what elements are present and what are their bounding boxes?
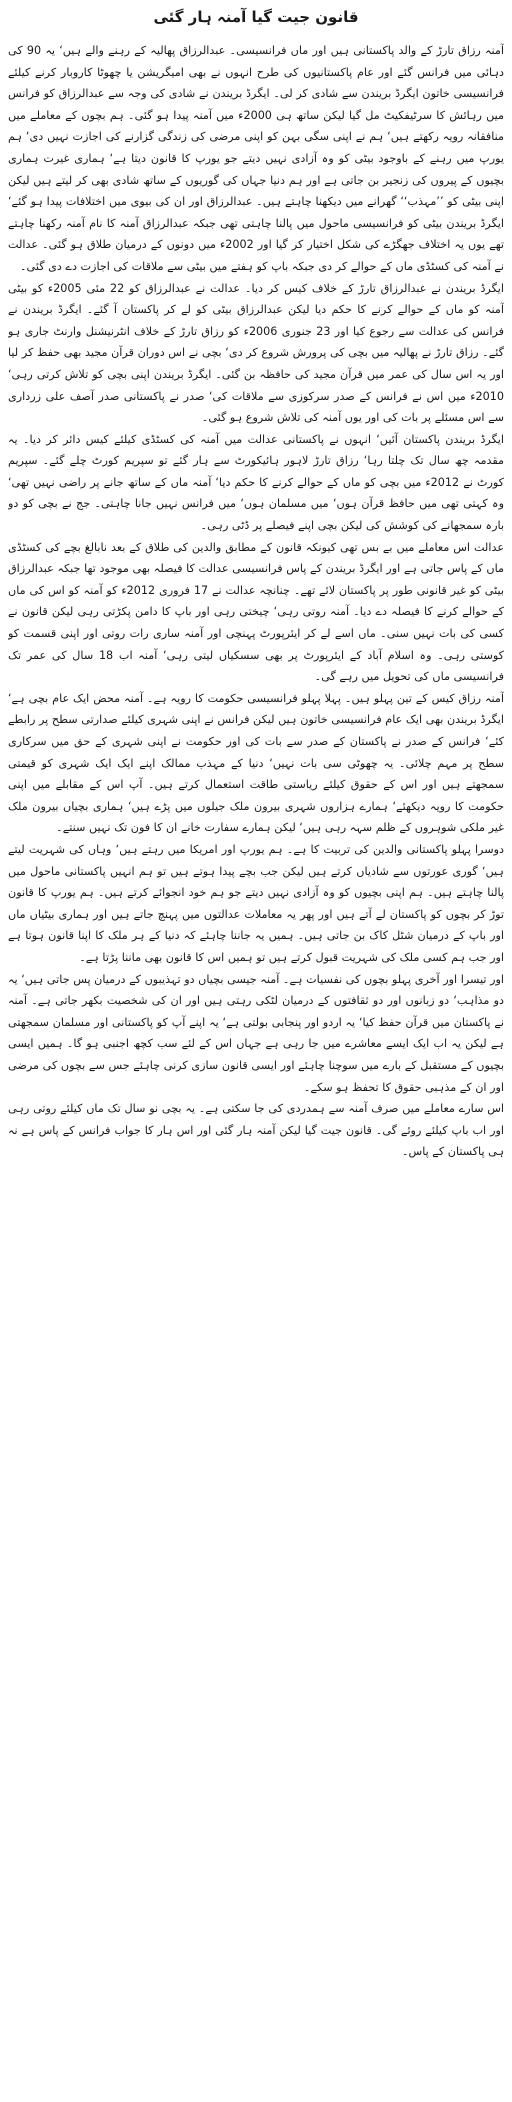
article-headline: قانون جیت گیا آمنہ ہار گئی: [153, 8, 359, 26]
article-paragraph: عدالت اس معاملے میں بے بس تھی کیونکہ قانون کے مطابق والدین کی طلاق کے بعد نابالغ بچے کی کسٹڈی ماں کے پاس جاتی ہے اور ایگرڈ بریندن کے پاس فرانسیسی عدالت کا فیصلہ بھی موجود تھا جبکہ عبدالرزاق بیٹی کو غیر قانونی طور پر پاکستان لائے تھے۔ چنانچہ عدالت نے 17 فروری 2012ء کو آمنہ کو اس کی ماں کے حوالے کرنے کا فیصلہ دے دیا۔ آمنہ روتی رہی‘ چیختی رہی اور باپ کا دامن پکڑتی رہی لیکن قانون نے کسی کی بات نہیں سنی۔ ماں اسے لے کر ایئرپورٹ پہنچی اور آمنہ ساری رات روتی اور اپنی قسمت کو کوستی رہی۔ وہ اسلام آباد کے ایئرپورٹ پر بھی سسکیاں لیتی رہی‘ آمنہ اب 18 سال کی عمر تک فرانسیسی ماں کی تحویل میں رہے گی۔: [8, 540, 504, 684]
article-body: [8, 40, 504, 2060]
article-paragraph: آمنہ رزاق کیس کے تین پہلو ہیں۔ پہلا پہلو فرانسیسی حکومت کا رویہ ہے۔ آمنہ محض ایک عام بچی ہے‘ ایگرڈ بریندن بھی ایک عام فرانسیسی خاتون ہیں لیکن فرانس نے اپنی شہری کیلئے صدارتی سطح پر رابطے کئے‘ فرانس کے صدر نے پاکستان کے صدر سے بات کی اور حکومت نے اپنی شہری کے حق میں سرکاری سطح پر مہم چلائی۔ یہ چھوٹی سی بات نہیں‘ دنیا کے مہذب ممالک اپنے ایک ایک شہری کو قیمتی سمجھتے ہیں اور اس کے حقوق کیلئے ریاستی طاقت استعمال کرتے ہیں۔ آپ اس کے مقابلے میں اپنی حکومت کا رویہ دیکھئے‘ ہمارے ہزاروں شہری بیرون ملک جیلوں میں پڑے ہیں‘ ہماری بچیاں بیرون ملک غیر ملکی شوہروں کے ظلم سہہ رہی ہیں‘ لیکن ہمارے سفارت خانے ان کا فون تک نہیں سنتے۔: [8, 691, 504, 835]
article-paragraph: ایگرڈ بریندن نے عبدالرزاق تارڑ کے خلاف کیس کر دیا۔ عدالت نے عبدالرزاق کو 22 مئی 2005ء کو بیٹی آمنہ کو ماں کے حوالے کرنے کا حکم دیا لیکن عبدالرزاق بیٹی کو لے کر پاکستان آ گئے۔ ایگرڈ بریندن نے فرانس کی عدالت سے رجوع کیا اور 23 جنوری 2006ء کو رزاق تارڑ کے خلاف انٹرنیشنل وارنٹ جاری ہو گئے۔ رزاق تارڑ نے پھالیہ میں بچی کی پرورش شروع کر دی‘ بچی نے اس دوران قرآن مجید بھی حفظ کر لیا اور یہ اس سال کی عمر میں قرآن مجید کی حافظہ بن گئی۔ ایگرڈ بریندن اپنی بچی کو تلاش کرتی رہی‘ 2010ء میں اس نے فرانس کے صدر سرکوزی سے ملاقات کی‘ صدر نے پاکستانی صدر آصف علی زرداری سے اس مسئلے پر بات کی اور یوں آمنہ کی تلاش شروع ہو گئی۔: [8, 281, 504, 425]
article-paragraph: دوسرا پہلو پاکستانی والدین کی تربیت کا ہے۔ ہم یورپ اور امریکا میں رہتے ہیں‘ وہاں کی شہریت لیتے ہیں‘ گوری عورتوں سے شادیاں کرتے ہیں لیکن جب بچے پیدا ہوتے ہیں تو ہم انہیں پاکستانی ماحول میں پالنا چاہتے ہیں۔ ہم اپنی بچیوں کو وہ آزادی نہیں دیتے جو ہم خود انجوائے کرتے ہیں۔ ہم یورپ کا قانون توڑ کر بچوں کو پاکستان لے آتے ہیں اور پھر یہ معاملات عدالتوں میں پہنچ جاتے ہیں اور ہماری بیٹیاں ماں اور باپ کے درمیان شٹل کاک بن جاتی ہیں۔ ہمیں یہ جاننا چاہئے کہ دنیا کے ہر ملک کا اپنا قانون ہوتا ہے اور جب ہم کسی ملک کی شہریت قبول کرتے ہیں تو ہمیں اس کا قانون بھی ماننا پڑتا ہے۔: [8, 842, 504, 964]
article-paragraph: اس سارے معاملے میں صرف آمنہ سے ہمدردی کی جا سکتی ہے۔ یہ بچی نو سال تک ماں کیلئے روتی رہی اور اب باپ کیلئے روئے گی۔ قانون جیت گیا لیکن آمنہ ہار گئی اور اس ہار کا جواب فرانس کے پاس ہے نہ ہی پاکستان کے پاس۔: [8, 1102, 504, 1159]
article-paragraph: اور تیسرا اور آخری پہلو بچوں کی نفسیات ہے۔ آمنہ جیسی بچیاں دو تہذیبوں کے درمیان پس جاتی ہیں‘ یہ دو مذاہب‘ دو زبانوں اور دو ثقافتوں کے درمیان لٹکی رہتی ہیں اور ان کی شخصیت بکھر جاتی ہے۔ آمنہ نے پاکستان میں قرآن حفظ کیا‘ یہ اردو اور پنجابی بولتی ہے‘ یہ اپنے آپ کو پاکستانی اور مسلمان سمجھتی ہے لیکن یہ اب ایک ایسے معاشرے میں جا رہی ہے جہاں اس کے لئے سب کچھ اجنبی ہو گا۔ ہمیں ایسی بچیوں کے مستقبل کے بارے میں سوچنا چاہئے اور ایسی قانون سازی کرنی چاہئے جس سے بچوں کی مرضی اور ان کے مذہبی حقوق کا تحفظ ہو سکے۔: [8, 972, 504, 1094]
article-paragraph: ایگرڈ بریندن پاکستان آئیں‘ انہوں نے پاکستانی عدالت میں آمنہ کی کسٹڈی کیلئے کیس دائر کر دیا۔ یہ مقدمہ چھ سال تک چلتا رہا‘ رزاق تارڑ لاہور ہائیکورٹ سے ہار گئے تو سپریم کورٹ چلے گئے۔ سپریم کورٹ نے 2012ء میں بچی کو ماں کے حوالے کرنے کا حکم دیا‘ آمنہ ماں کے ساتھ جانے پر راضی نہیں تھی‘ وہ کہتی تھی میں حافظ قرآن ہوں‘ میں مسلمان ہوں‘ میں فرانس نہیں جانا چاہتی۔ جج نے بچی کو دو بارہ سمجھانے کی کوشش کی لیکن بچی اپنے فیصلے پر ڈٹی رہی۔: [8, 432, 504, 533]
article-paragraph: آمنہ رزاق تارڑ کے والد پاکستانی ہیں اور ماں فرانسیسی۔ عبدالرزاق پھالیہ کے رہنے والے ہیں‘ یہ 90 کی دہائی میں فرانس گئے اور عام پاکستانیوں کی طرح انہوں نے بھی امیگریشن یا چھوٹا کاروبار کرنے کیلئے فرانسیسی خاتون ایگرڈ بریندن سے شادی کر لی۔ ایگرڈ بریندن نے شادی کی وجہ سے عبدالرزاق کو فرانس میں رہائش کا سرٹیفکیٹ مل گیا لیکن ساتھ ہی 2000ء میں آمنہ پیدا ہو گئی۔ ہم بچوں کے معاملے میں منافقانہ رویہ رکھتے ہیں‘ ہم نے اپنی سگی بہن کو اپنی مرضی کی زندگی گزارنے کی اجازت نہیں دی‘ ہم یورپ میں رہنے کے باوجود بیٹی کو وہ آزادی نہیں دیتے جو یورپ کا قانون دیتا ہے‘ ہماری غیرت ہماری بچیوں کے پیروں کی زنجیر بن جاتی ہے اور ہم دنیا جہاں کی گوریوں کے ساتھ شادی بھی کر لیتے ہیں لیکن اپنی بیٹی کو ’’مہذب‘‘ گھرانے میں دیکھنا چاہتے ہیں۔ عبدالرزاق اور ان کی بیوی میں اختلافات پیدا ہو گئے‘ ایگرڈ بریندن بیٹی کو فرانسیسی ماحول میں پالنا چاہتی تھی جبکہ عبدالرزاق آمنہ کا نام آمنہ رکھنا چاہتے تھے یوں یہ اختلاف جھگڑے کی شکل اختیار کر گیا اور 2002ء میں دونوں کے درمیان طلاق ہو گئی۔ عدالت نے آمنہ کی کسٹڈی ماں کے حوالے کر دی جبکہ باپ کو ہفتے میں بیٹی سے ملاقات کی اجازت دے دی گئی۔: [8, 44, 504, 273]
